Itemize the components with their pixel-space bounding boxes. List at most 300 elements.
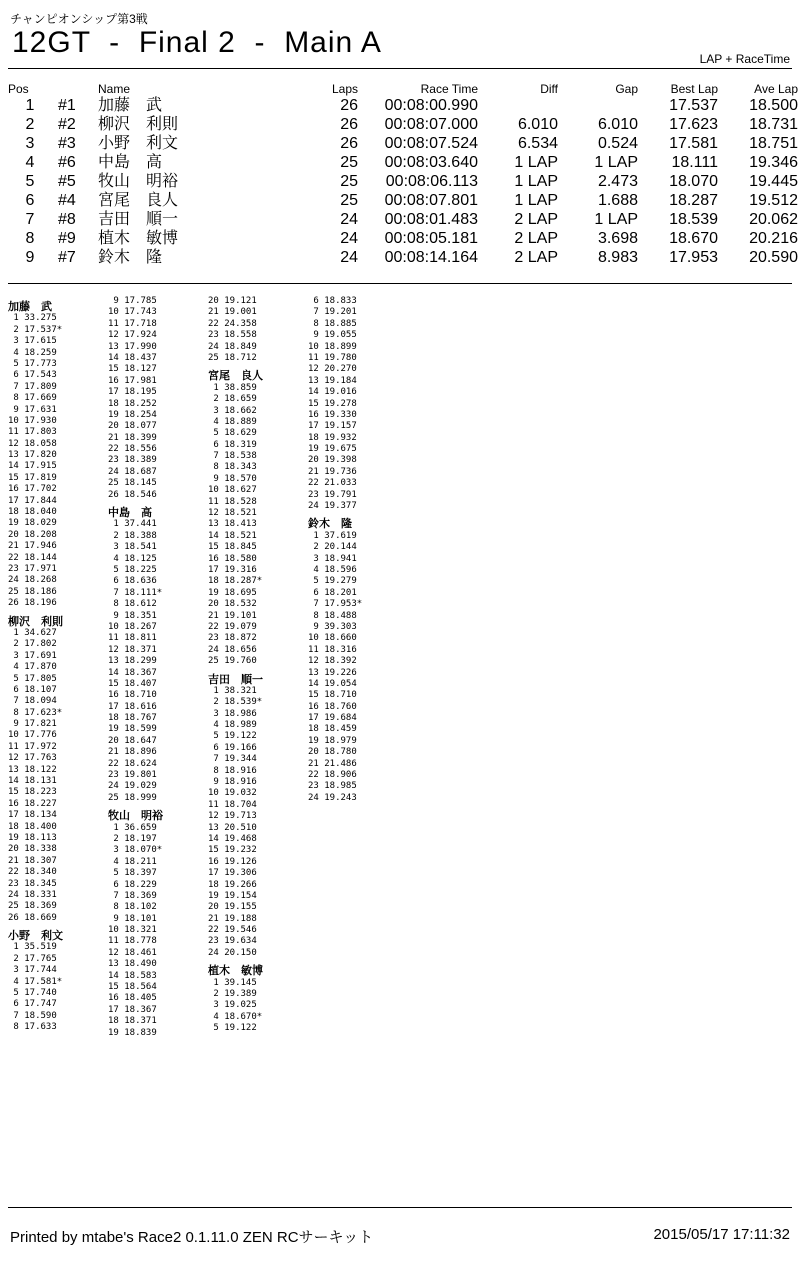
lap-time-entry: 4 18.596 — [308, 564, 357, 575]
lap-time-entry: 3 18.541 — [108, 542, 157, 553]
lap-time-entry: 25 18.712 — [208, 352, 257, 363]
lap-time-entry: 13 20.510 — [208, 822, 257, 833]
result-best-lap: 18.670 — [669, 230, 718, 247]
result-ave-lap: 18.500 — [749, 97, 798, 114]
lap-time-entry: 18 18.400 — [8, 821, 57, 832]
lap-time-entry: 22 18.340 — [8, 867, 57, 878]
lap-time-entry: 16 19.330 — [308, 409, 357, 420]
result-num: #7 — [58, 249, 76, 266]
lap-time-entry: 19 18.113 — [8, 832, 57, 843]
lap-time-entry: 23 17.971 — [8, 563, 57, 574]
lap-time-entry: 12 18.058 — [8, 438, 57, 449]
lap-time-entry: 20 18.338 — [8, 844, 57, 855]
lap-time-entry: 3 18.662 — [208, 405, 257, 416]
result-pos: 1 — [25, 97, 35, 114]
lap-time-entry: 1 33.275 — [8, 313, 57, 324]
printed-by: Printed by mtabe's Race2 0.1.11.0 ZEN RCサーキット — [10, 1229, 374, 1246]
result-num: #4 — [58, 192, 76, 209]
lap-time-entry: 10 18.660 — [308, 633, 357, 644]
result-ave-lap: 20.216 — [749, 230, 798, 247]
result-race-time: 00:08:07.524 — [384, 135, 478, 152]
lap-time-entry: 9 18.916 — [208, 777, 257, 788]
lap-driver-name: 加藤 武 — [8, 301, 52, 313]
lap-time-entry: 22 19.079 — [208, 621, 257, 632]
lap-time-entry: 21 19.101 — [208, 610, 257, 621]
result-ave-lap: 19.346 — [749, 154, 798, 171]
result-gap: 1 LAP — [594, 154, 638, 171]
lap-driver-name: 植木 敏博 — [208, 965, 263, 978]
result-best-lap: 17.623 — [669, 116, 718, 133]
lap-time-entry: 13 18.490 — [108, 959, 157, 970]
lap-time-entry: 14 18.521 — [208, 530, 257, 541]
lap-time-entry: 11 18.811 — [108, 633, 157, 644]
lap-time-entry: 15 18.710 — [308, 690, 357, 701]
result-gap: 1.688 — [597, 192, 638, 209]
col-diff: Diff — [540, 82, 558, 96]
lap-time-entry: 24 18.849 — [208, 341, 257, 352]
result-gap: 3.698 — [597, 230, 638, 247]
result-pos: 8 — [25, 230, 35, 247]
lap-time-entry: 3 17.744 — [8, 965, 57, 976]
lap-time-entry: 20 18.532 — [208, 599, 257, 610]
lap-time-entry: 5 17.805 — [8, 673, 57, 684]
lap-driver-name: 宮尾 良人 — [208, 370, 263, 383]
lap-time-entry: 8 18.612 — [108, 599, 157, 610]
lap-time-entry: 8 18.343 — [208, 462, 257, 473]
results-table — [8, 82, 798, 267]
lap-time-entry: 14 19.468 — [208, 833, 257, 844]
result-gap: 0.524 — [597, 135, 638, 152]
lap-time-entry: 11 18.528 — [208, 496, 257, 507]
lap-time-entry: 9 17.785 — [108, 296, 157, 306]
result-name: 宮尾 良人 — [98, 192, 179, 209]
lap-time-entry: 21 19.736 — [308, 466, 357, 477]
result-num: #9 — [58, 230, 76, 247]
lap-time-entry: 19 19.675 — [308, 444, 357, 455]
result-diff: 1 LAP — [514, 192, 558, 209]
result-row — [8, 172, 798, 191]
lap-driver-name: 牧山 明裕 — [108, 810, 163, 823]
lap-time-entry: 9 19.055 — [308, 330, 357, 341]
lap-time-entry: 17 19.157 — [308, 421, 357, 432]
result-laps: 26 — [340, 116, 358, 133]
result-gap — [558, 96, 638, 115]
lap-time-entry: 16 19.126 — [208, 856, 257, 867]
lap-column-3 — [208, 296, 308, 1035]
result-race-time: 00:08:05.181 — [384, 230, 478, 247]
lap-time-entry: 15 19.278 — [308, 398, 357, 409]
lap-time-entry: 1 34.627 — [8, 627, 57, 638]
lap-time-entry: 6 18.636 — [108, 576, 157, 587]
lap-time-entry: 17 19.316 — [208, 564, 257, 575]
result-name: 柳沢 利則 — [98, 116, 179, 133]
result-laps: 24 — [340, 230, 358, 247]
lap-time-entry: 2 17.802 — [8, 639, 57, 650]
result-num: #3 — [58, 135, 76, 152]
lap-time-entry: 11 18.316 — [308, 644, 357, 655]
lap-driver-name: 鈴木 隆 — [308, 518, 352, 531]
lap-column-2 — [108, 296, 208, 1039]
lap-time-entry: 22 18.556 — [108, 444, 157, 455]
lap-time-entry: 7 18.111* — [108, 587, 163, 598]
lap-time-entry: 8 17.669 — [8, 393, 57, 404]
result-gap: 1 LAP — [594, 211, 638, 228]
lap-time-entry: 5 18.397 — [108, 868, 157, 879]
lap-time-entry: 25 18.999 — [108, 792, 157, 803]
result-ave-lap: 19.512 — [749, 192, 798, 209]
lap-time-entry: 14 18.131 — [8, 776, 57, 787]
lap-time-entry: 13 19.226 — [308, 667, 357, 678]
col-num — [52, 82, 98, 96]
lap-time-entry: 11 17.718 — [108, 318, 157, 329]
lap-time-entry: 17 18.367 — [108, 1004, 157, 1015]
lap-time-entry: 18 18.252 — [108, 398, 157, 409]
result-diff: 2 LAP — [514, 211, 558, 228]
lap-time-entry: 4 18.211 — [108, 856, 157, 867]
lap-time-entry: 15 18.223 — [8, 787, 57, 798]
lap-time-entry: 2 18.659 — [208, 394, 257, 405]
lap-time-entry: 20 19.121 — [208, 296, 257, 306]
lap-time-entry: 16 17.702 — [8, 484, 57, 495]
lap-time-entry: 10 18.899 — [308, 341, 357, 352]
lap-time-entry: 8 18.488 — [308, 610, 357, 621]
lap-time-entry: 6 18.319 — [208, 439, 257, 450]
header-divider — [8, 68, 792, 69]
lap-time-entry: 23 18.345 — [8, 878, 57, 889]
page-title: 12GT - Final 2 - Main A — [12, 26, 382, 59]
lap-time-entry: 4 18.125 — [108, 553, 157, 564]
result-best-lap: 17.537 — [669, 97, 718, 114]
lap-time-entry: 19 19.154 — [208, 890, 257, 901]
lap-time-entry: 25 18.369 — [8, 901, 57, 912]
lap-time-entry: 10 18.321 — [108, 925, 157, 936]
lap-time-entry: 21 18.399 — [108, 432, 157, 443]
lap-time-entry: 1 36.659 — [108, 822, 157, 833]
result-laps: 25 — [340, 154, 358, 171]
lap-time-entry: 12 19.713 — [208, 811, 257, 822]
result-name: 加藤 武 — [98, 97, 163, 114]
col-name: Name — [98, 82, 131, 96]
lap-time-entry: 17 17.844 — [8, 495, 57, 506]
lap-driver-name: 吉田 順一 — [208, 673, 263, 686]
lap-driver-name: 柳沢 利則 — [8, 615, 63, 628]
result-laps: 25 — [340, 192, 358, 209]
result-pos: 7 — [25, 211, 35, 228]
lap-time-entry: 18 18.459 — [308, 724, 357, 735]
lap-time-entry: 21 19.001 — [208, 307, 257, 318]
lap-time-entry: 1 38.321 — [208, 685, 257, 696]
lap-time-entry: 13 18.299 — [108, 656, 157, 667]
lap-time-entry: 7 18.094 — [8, 696, 57, 707]
results-header-row — [8, 82, 798, 96]
lap-time-entry: 9 18.570 — [208, 473, 257, 484]
lap-time-entry: 6 17.543 — [8, 370, 57, 381]
lap-time-entry: 4 18.889 — [208, 416, 257, 427]
lap-time-entry: 13 18.413 — [208, 519, 257, 530]
result-pos: 6 — [25, 192, 35, 209]
lap-time-entry: 24 20.150 — [208, 947, 257, 958]
lap-time-entry: 11 19.780 — [308, 352, 357, 363]
result-diff: 1 LAP — [514, 154, 558, 171]
result-best-lap: 18.070 — [669, 173, 718, 190]
lap-time-entry: 17 19.684 — [308, 713, 357, 724]
lap-time-entry: 16 18.760 — [308, 701, 357, 712]
result-race-time: 00:08:14.164 — [384, 249, 478, 266]
lap-time-entry: 5 17.740 — [8, 988, 57, 999]
result-pos: 9 — [25, 249, 35, 266]
lap-time-entry: 23 19.791 — [308, 489, 357, 500]
lap-time-entry: 14 19.054 — [308, 678, 357, 689]
lap-time-entry: 19 18.254 — [108, 409, 157, 420]
lap-time-entry: 16 18.227 — [8, 798, 57, 809]
result-laps: 26 — [340, 135, 358, 152]
lap-time-entry: 26 18.669 — [8, 912, 57, 923]
result-name: 植木 敏博 — [98, 230, 179, 247]
lap-time-entry: 5 19.279 — [308, 576, 357, 587]
lap-time-entry: 4 17.581* — [8, 976, 63, 987]
lap-time-entry: 1 37.619 — [308, 530, 357, 541]
result-num: #5 — [58, 173, 76, 190]
lap-time-entry: 2 17.765 — [8, 953, 57, 964]
result-pos: 5 — [25, 173, 35, 190]
lap-time-entry: 16 18.405 — [108, 993, 157, 1004]
lap-time-entry: 12 18.521 — [208, 508, 257, 519]
lap-time-entry: 5 17.773 — [8, 358, 57, 369]
result-diff: 2 LAP — [514, 230, 558, 247]
lap-column-4 — [308, 296, 408, 804]
result-num: #8 — [58, 211, 76, 228]
lap-time-entry: 21 17.946 — [8, 541, 57, 552]
result-ave-lap: 20.590 — [749, 249, 798, 266]
result-row — [8, 229, 798, 248]
lap-time-entry: 22 19.546 — [208, 925, 257, 936]
report-mode-label: LAP + RaceTime — [699, 52, 790, 66]
lap-time-entry: 13 19.184 — [308, 375, 357, 386]
lap-time-entry: 20 18.647 — [108, 735, 157, 746]
lap-time-entry: 9 17.821 — [8, 719, 57, 730]
lap-time-entry: 19 18.979 — [308, 735, 357, 746]
footer-divider — [8, 1207, 792, 1208]
lap-time-entry: 25 18.186 — [8, 586, 57, 597]
lap-time-entry: 1 38.859 — [208, 382, 257, 393]
result-diff — [478, 96, 558, 115]
lap-time-entry: 23 18.558 — [208, 330, 257, 341]
lap-time-entry: 18 18.371 — [108, 1016, 157, 1027]
result-pos: 2 — [25, 116, 35, 133]
lap-time-entry: 8 18.885 — [308, 318, 357, 329]
lap-time-entry: 24 18.656 — [208, 644, 257, 655]
lap-time-entry: 6 19.166 — [208, 742, 257, 753]
lap-time-entry: 20 19.398 — [308, 455, 357, 466]
lap-time-entry: 3 19.025 — [208, 1000, 257, 1011]
lap-time-entry: 6 18.229 — [108, 879, 157, 890]
col-gap: Gap — [615, 82, 638, 96]
col-best-lap: Best Lap — [670, 82, 718, 96]
lap-time-entry: 16 18.710 — [108, 690, 157, 701]
lap-time-entry: 12 17.763 — [8, 753, 57, 764]
result-name: 鈴木 隆 — [98, 249, 163, 266]
col-laps: Laps — [331, 82, 358, 96]
lap-time-entry: 24 18.687 — [108, 466, 157, 477]
lap-driver-name: 中島 高 — [108, 507, 152, 520]
result-row — [8, 153, 798, 172]
lap-time-entry: 3 18.941 — [308, 553, 357, 564]
lap-time-entry: 8 18.916 — [208, 765, 257, 776]
lap-time-entry: 23 19.801 — [108, 770, 157, 781]
lap-time-entry: 17 19.306 — [208, 868, 257, 879]
result-num: #1 — [58, 97, 76, 114]
lap-time-entry: 12 20.270 — [308, 364, 357, 375]
col-pos: Pos — [8, 82, 29, 96]
lap-time-entry: 21 18.307 — [8, 855, 57, 866]
result-laps: 25 — [340, 173, 358, 190]
lap-time-entry: 17 18.616 — [108, 701, 157, 712]
lap-time-entry: 14 17.915 — [8, 461, 57, 472]
lap-time-entry: 22 18.624 — [108, 758, 157, 769]
lap-time-entry: 1 35.519 — [8, 942, 57, 953]
lap-time-entry: 10 17.743 — [108, 307, 157, 318]
lap-time-entry: 7 19.344 — [208, 754, 257, 765]
lap-time-entry: 22 18.906 — [308, 770, 357, 781]
lap-time-entry: 23 18.389 — [108, 455, 157, 466]
result-gap: 8.983 — [597, 249, 638, 266]
lap-time-entry: 19 18.839 — [108, 1027, 157, 1038]
result-laps: 26 — [340, 97, 358, 114]
lap-time-entry: 16 17.981 — [108, 375, 157, 386]
lap-time-entry: 11 18.778 — [108, 936, 157, 947]
lap-time-entry: 18 18.767 — [108, 713, 157, 724]
lap-time-entry: 14 18.437 — [108, 352, 157, 363]
lap-time-entry: 2 18.539* — [208, 697, 263, 708]
lap-time-entry: 15 18.407 — [108, 678, 157, 689]
lap-time-entry: 4 18.259 — [8, 347, 57, 358]
result-best-lap: 18.539 — [669, 211, 718, 228]
result-name: 吉田 順一 — [98, 211, 179, 228]
lap-time-entry: 19 18.599 — [108, 724, 157, 735]
lap-time-entry: 26 18.196 — [8, 598, 57, 609]
lap-time-entry: 25 18.145 — [108, 478, 157, 489]
lap-time-entry: 6 17.747 — [8, 999, 57, 1010]
result-gap: 6.010 — [597, 116, 638, 133]
lap-time-entry: 12 18.461 — [108, 947, 157, 958]
lap-time-entry: 5 19.122 — [208, 731, 257, 742]
lap-time-entry: 14 19.016 — [308, 387, 357, 398]
result-diff: 6.010 — [517, 116, 558, 133]
lap-time-entry: 5 19.122 — [208, 1023, 257, 1034]
lap-time-entry: 1 37.441 — [108, 519, 157, 530]
lap-time-entry: 24 19.377 — [308, 501, 357, 512]
lap-time-entry: 24 18.331 — [8, 889, 57, 900]
result-race-time: 00:08:06.113 — [385, 173, 478, 190]
lap-time-entry: 6 18.201 — [308, 587, 357, 598]
lap-time-entry: 20 18.077 — [108, 421, 157, 432]
lap-time-entry: 6 18.833 — [308, 296, 357, 306]
lap-time-entry: 20 19.155 — [208, 902, 257, 913]
result-row — [8, 191, 798, 210]
result-row — [8, 248, 798, 267]
result-row — [8, 115, 798, 134]
lap-time-entry: 13 17.990 — [108, 341, 157, 352]
lap-time-entry: 7 18.590 — [8, 1010, 57, 1021]
result-laps: 24 — [340, 249, 358, 266]
col-race-time: Race Time — [420, 82, 478, 96]
lap-time-entry: 14 18.583 — [108, 970, 157, 981]
lap-time-entry: 15 18.564 — [108, 982, 157, 993]
lap-time-entry: 12 18.371 — [108, 644, 157, 655]
lap-time-entry: 3 17.691 — [8, 650, 57, 661]
lap-time-entry: 18 18.287* — [208, 576, 263, 587]
lap-time-entry: 22 18.144 — [8, 552, 57, 563]
lap-time-entry: 9 17.631 — [8, 404, 57, 415]
lap-time-entry: 19 18.029 — [8, 518, 57, 529]
lap-time-entry: 2 18.197 — [108, 833, 157, 844]
lap-time-entry: 24 18.268 — [8, 575, 57, 586]
lap-time-entry: 21 19.188 — [208, 913, 257, 924]
result-race-time: 00:08:07.801 — [384, 192, 478, 209]
lap-time-entry: 7 19.201 — [308, 307, 357, 318]
lap-time-entry: 7 18.538 — [208, 451, 257, 462]
result-race-time: 00:08:01.483 — [384, 211, 478, 228]
lap-time-entry: 15 18.127 — [108, 364, 157, 375]
lap-time-entry: 17 18.134 — [8, 810, 57, 821]
result-name: 中島 高 — [98, 154, 163, 171]
lap-time-entry: 4 17.870 — [8, 662, 57, 673]
lap-time-entry: 16 18.580 — [208, 553, 257, 564]
col-ave-lap: Ave Lap — [754, 82, 798, 96]
result-ave-lap: 19.445 — [749, 173, 798, 190]
lap-time-entry: 7 17.953* — [308, 599, 363, 610]
lap-time-entry: 7 18.369 — [108, 890, 157, 901]
lap-time-entry: 18 19.266 — [208, 879, 257, 890]
lap-time-entry: 8 18.102 — [108, 902, 157, 913]
lap-time-entry: 9 18.351 — [108, 610, 157, 621]
result-race-time: 00:08:00.990 — [384, 97, 478, 114]
result-best-lap: 17.953 — [669, 249, 718, 266]
lap-time-entry: 22 21.033 — [308, 478, 357, 489]
lap-time-entry: 5 18.225 — [108, 564, 157, 575]
lap-time-entry: 12 17.924 — [108, 330, 157, 341]
result-name: 小野 利文 — [98, 135, 179, 152]
result-name: 牧山 明裕 — [98, 173, 179, 190]
lap-time-entry: 10 19.032 — [208, 788, 257, 799]
lap-time-entry: 10 18.267 — [108, 621, 157, 632]
lap-column-1 — [8, 296, 108, 1034]
result-best-lap: 17.581 — [669, 135, 718, 152]
lap-time-entry: 18 19.932 — [308, 432, 357, 443]
result-num: #2 — [58, 116, 76, 133]
lap-time-entry: 15 17.819 — [8, 472, 57, 483]
lap-driver-name: 小野 利文 — [8, 930, 63, 943]
lap-time-entry: 9 39.303 — [308, 621, 357, 632]
lap-time-entry: 8 17.623* — [8, 707, 63, 718]
lap-time-entry: 20 18.780 — [308, 747, 357, 758]
result-diff: 6.534 — [517, 135, 558, 152]
result-laps: 24 — [340, 211, 358, 228]
lap-time-entry: 10 17.930 — [8, 415, 57, 426]
lap-time-entry: 23 18.872 — [208, 633, 257, 644]
lap-time-entry: 5 18.629 — [208, 428, 257, 439]
lap-time-entry: 10 17.776 — [8, 730, 57, 741]
lap-time-entry: 15 19.232 — [208, 845, 257, 856]
lap-time-entry: 13 17.820 — [8, 450, 57, 461]
lap-time-entry: 26 18.546 — [108, 489, 157, 500]
result-row — [8, 210, 798, 229]
result-pos: 3 — [25, 135, 35, 152]
result-row — [8, 134, 798, 153]
lap-time-entry: 8 17.633 — [8, 1022, 57, 1033]
lap-time-entry: 21 21.486 — [308, 758, 357, 769]
lap-time-entry: 23 19.634 — [208, 936, 257, 947]
